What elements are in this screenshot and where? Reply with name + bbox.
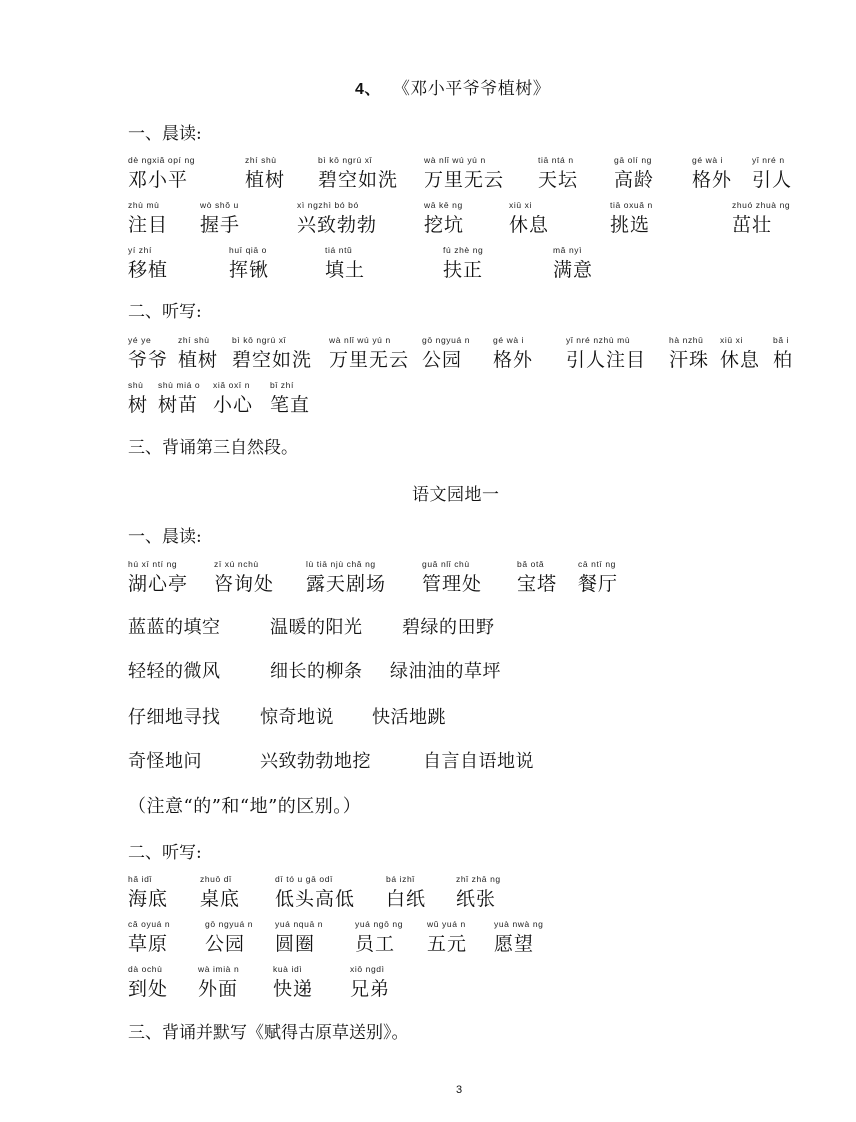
section2-heading-recite: 三、背诵并默写《赋得古原草送别》。 bbox=[128, 1023, 409, 1043]
phrase: 兴致勃勃地挖 bbox=[260, 751, 371, 772]
section1-heading-dictation: 二、听写: bbox=[128, 302, 202, 322]
phrase: 绿油油的草坪 bbox=[390, 661, 501, 682]
phrase: 温暖的阳光 bbox=[270, 617, 363, 638]
section1-heading-recite: 三、背诵第三自然段。 bbox=[128, 438, 298, 458]
phrase: 碧绿的田野 bbox=[402, 617, 495, 638]
phrase: 自言自语地说 bbox=[423, 751, 534, 772]
phrase: 仔细地寻找 bbox=[128, 707, 221, 728]
section2-title: 语文园地一 bbox=[412, 485, 500, 505]
usage-note: （注意“的”和“地”的区别。） bbox=[128, 796, 362, 817]
page-number: 3 bbox=[456, 1084, 463, 1096]
phrase: 蓝蓝的填空 bbox=[128, 617, 221, 638]
section2-heading-reading: 一、晨读: bbox=[128, 527, 202, 547]
phrase: 轻轻的微风 bbox=[128, 661, 221, 682]
section1-heading-reading: 一、晨读: bbox=[128, 124, 202, 144]
section2-heading-dictation: 二、听写: bbox=[128, 843, 202, 863]
lesson-title-text: 《邓小平爷爷植树》 bbox=[392, 79, 551, 99]
phrase: 细长的柳条 bbox=[270, 661, 363, 682]
phrase: 奇怪地问 bbox=[128, 751, 202, 772]
phrase: 快活地跳 bbox=[372, 707, 446, 728]
lesson-number: 4、 bbox=[355, 81, 381, 98]
lesson-title bbox=[355, 74, 550, 99]
phrase: 惊奇地说 bbox=[260, 707, 334, 728]
